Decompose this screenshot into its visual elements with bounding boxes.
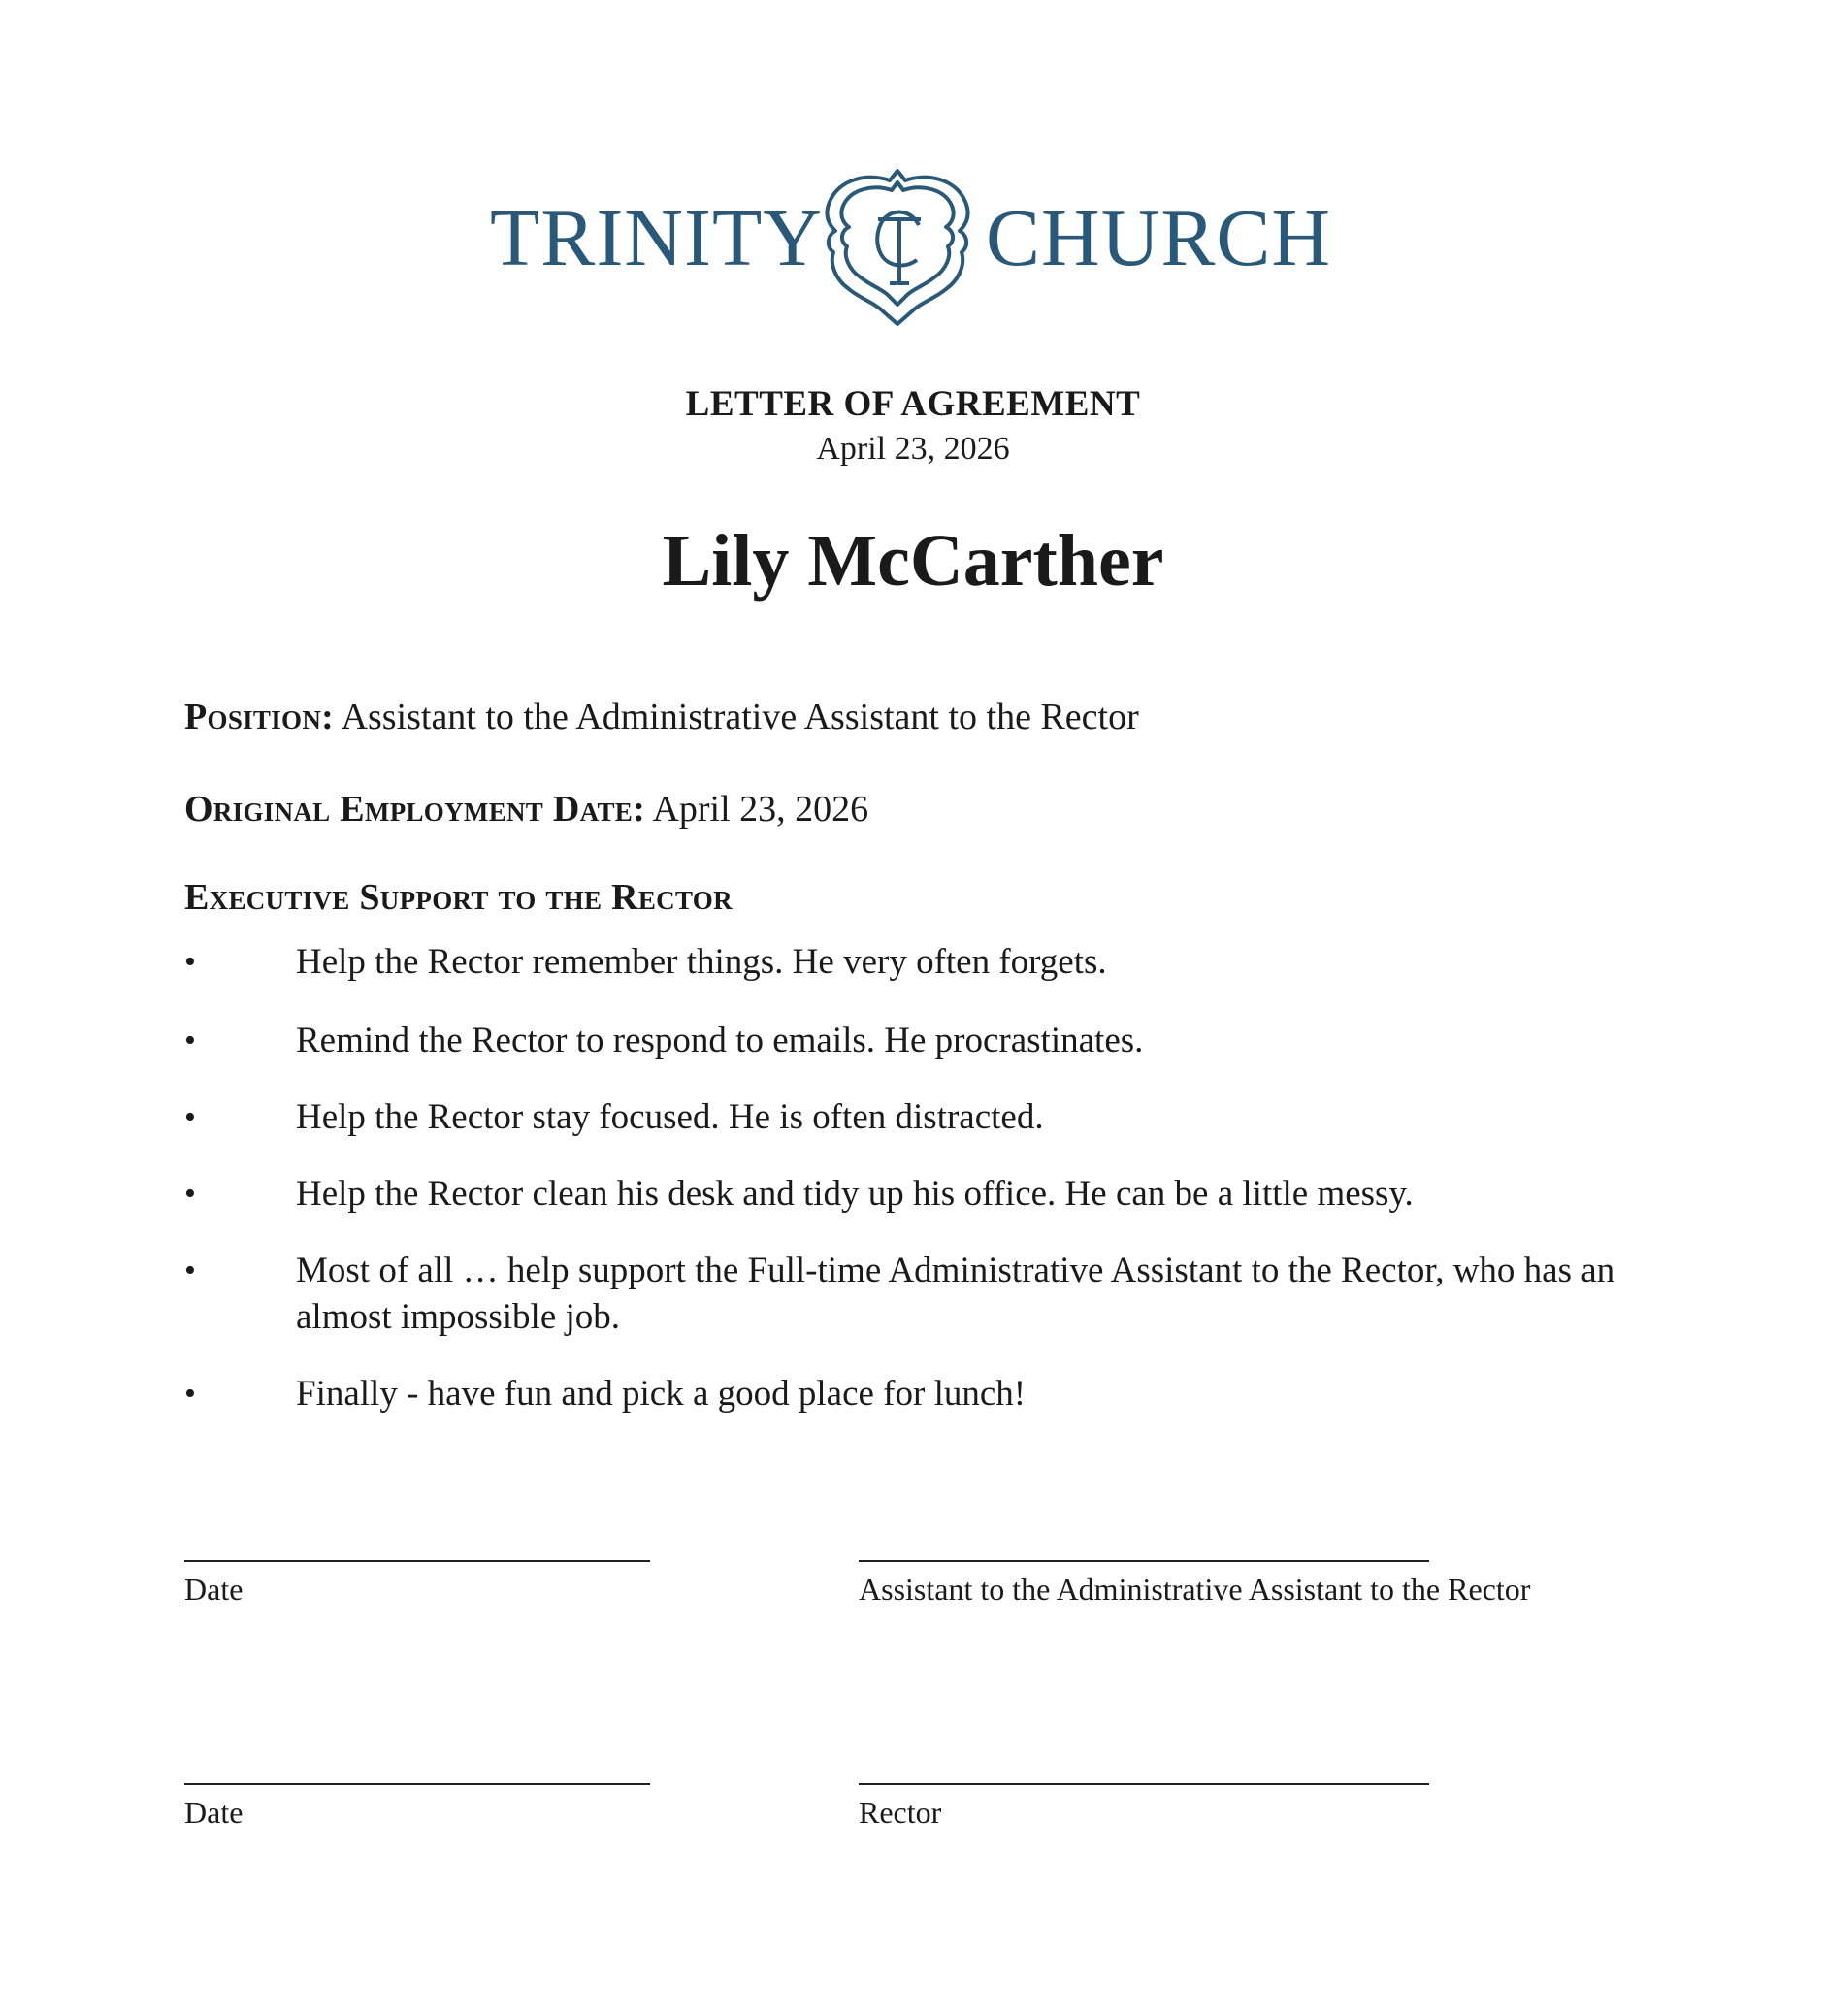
bullet-icon: • [184,1176,196,1212]
list-item-text: Help the Rector clean his desk and tidy up his office. He can be a little messy. [296,1174,1414,1214]
bullet-icon: • [184,944,196,980]
bullet-icon: • [184,1099,196,1135]
list-item-text: Finally - have fun and pick a good place for lunch! [296,1374,1027,1414]
employee-name: Lily McCarther [662,520,1164,602]
date-signature-line-2 [184,1783,650,1785]
section-heading: Executive Support to the Rector [184,877,733,918]
employment-date-label: Original Employment Date: [184,789,646,829]
position-label: Position: [184,697,335,737]
list-item-text: Most of all … help support the Full-time Administrative Assistant to the Rector, who has an almost impossible job. [296,1251,1615,1337]
position-field [184,699,1139,735]
list-item-text: Help the Rector stay focused. He is often distracted. [296,1097,1044,1137]
brand-word-right: CHURCH [986,193,1332,283]
list-item-text: Help the Rector remember things. He very often forgets. [296,942,1107,982]
bullet-icon: • [184,1023,196,1058]
assistant-signature-line [859,1560,1429,1562]
list-item-text: Remind the Rector to respond to emails. He procrastinates. [296,1021,1144,1060]
document-title: LETTER OF AGREEMENT [685,384,1141,424]
rector-signature-line [859,1783,1429,1785]
date-label-1: Date [184,1572,244,1607]
letterhead-logo [485,165,1339,330]
rector-signature-label: Rector [859,1795,942,1830]
date-label-2: Date [184,1795,244,1830]
trinity-crest-icon [820,165,975,330]
date-signature-line-1 [184,1560,650,1562]
brand-word-left: TRINITY [490,193,823,283]
assistant-signature-label: Assistant to the Administrative Assistant to the Rector [859,1572,1531,1607]
bullet-icon: • [184,1252,196,1288]
employment-date-field [184,791,868,828]
bullet-icon: • [184,1376,196,1412]
position-value: Assistant to the Administrative Assistant to the Rector [341,697,1139,737]
employment-date-value: April 23, 2026 [652,789,869,829]
document-date: April 23, 2026 [816,431,1010,467]
